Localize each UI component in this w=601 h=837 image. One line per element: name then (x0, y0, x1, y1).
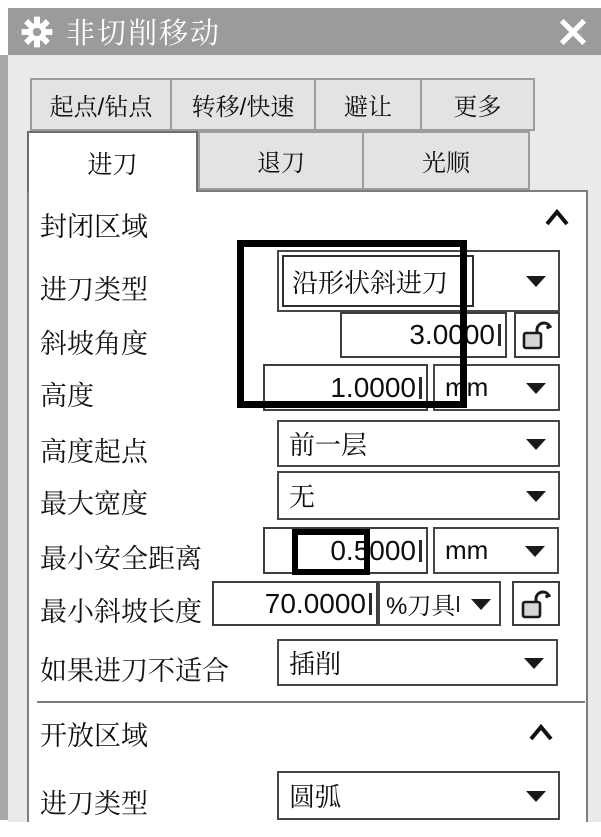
height-input[interactable] (263, 364, 428, 411)
tab-label: 更多 (453, 94, 502, 121)
tab-label: 光顺 (422, 150, 470, 177)
min-clearance-unit-combo[interactable] (433, 527, 559, 574)
dropdown-arrow-icon (526, 383, 546, 394)
tab-avoidance[interactable] (314, 78, 422, 131)
tab-label: 退刀 (257, 150, 305, 177)
tab-retract[interactable] (198, 131, 364, 190)
ramp-angle-input[interactable] (340, 312, 507, 358)
closed-area-collapse-chevron-icon[interactable] (544, 209, 570, 227)
min-ramp-length-lock-button[interactable] (512, 581, 560, 626)
height-value: 1.0000 (330, 371, 416, 403)
min-clearance-label: 最小安全距离 (40, 544, 202, 574)
min-clearance-value: 0.5000 (330, 534, 416, 566)
max-width-combo[interactable] (277, 471, 560, 520)
max-width-label: 最大宽度 (40, 489, 148, 519)
dropdown-arrow-icon (526, 276, 546, 287)
open-area-header: 开放区域 (40, 721, 148, 751)
min-clearance-unit-value: mm (445, 535, 489, 565)
tab-transfer-rapid[interactable] (170, 78, 316, 131)
tab-label: 转移/快速 (191, 94, 295, 121)
clipped-digit (369, 593, 372, 615)
clipped-char (457, 596, 459, 612)
min-ramp-length-input[interactable] (212, 581, 378, 626)
min-ramp-length-unit-combo[interactable] (378, 581, 501, 626)
engage-type-label: 进刀类型 (40, 275, 148, 305)
close-button[interactable] (555, 15, 591, 49)
ramp-angle-label: 斜坡角度 (40, 329, 148, 359)
title-bar (8, 8, 601, 55)
height-from-label: 高度起点 (40, 437, 148, 467)
clipped-digit (419, 377, 422, 399)
if-engage-unfit-label: 如果进刀不适合 (40, 656, 229, 686)
if-engage-unfit-value: 插削 (289, 649, 342, 679)
min-ramp-length-unit-value: %刀具 (386, 593, 456, 620)
dropdown-arrow-icon (526, 491, 546, 502)
section-separator (37, 701, 585, 703)
gear-icon (21, 16, 53, 48)
if-engage-unfit-combo[interactable] (277, 639, 558, 686)
height-from-combo[interactable] (277, 420, 560, 467)
min-ramp-length-label: 最小斜坡长度 (40, 597, 202, 627)
clipped-digit (419, 540, 422, 562)
dropdown-arrow-icon (524, 658, 544, 669)
engage-type-value: 沿形状斜进刀 (292, 267, 449, 298)
tab-more[interactable] (420, 78, 535, 131)
unlock-icon (519, 587, 553, 621)
tab-smoothing[interactable] (362, 131, 530, 190)
dropdown-arrow-icon (471, 599, 491, 610)
ramp-angle-value: 3.0000 (409, 319, 495, 350)
dropdown-arrow-icon (525, 546, 545, 557)
tab-engage-active[interactable] (27, 131, 198, 192)
open-area-collapse-chevron-icon[interactable] (528, 724, 554, 742)
close-icon (558, 17, 588, 47)
height-unit-value: mm (445, 372, 489, 402)
engage-type-combo[interactable] (277, 250, 560, 312)
min-ramp-length-value: 70.0000 (264, 587, 366, 619)
engage-type-selected-box (282, 255, 474, 307)
clipped-digit (498, 324, 501, 346)
max-width-value: 无 (289, 482, 316, 512)
open-engage-type-value: 圆弧 (289, 782, 342, 812)
unlock-icon (520, 318, 554, 352)
dropdown-arrow-icon (526, 791, 546, 802)
open-engage-type-label: 进刀类型 (40, 789, 148, 819)
open-engage-type-combo[interactable] (277, 771, 560, 820)
height-unit-combo[interactable] (433, 364, 560, 411)
min-clearance-input[interactable] (263, 527, 428, 574)
tab-start-drill-points[interactable] (30, 78, 172, 131)
dialog-left-edge (0, 55, 8, 820)
height-label: 高度 (40, 381, 94, 411)
tab-label: 避让 (344, 94, 392, 121)
height-from-value: 前一层 (289, 430, 368, 460)
closed-area-header: 封闭区域 (40, 212, 148, 242)
dialog-title: 非切削移动 (66, 18, 222, 50)
dropdown-arrow-icon (526, 439, 546, 450)
tab-label: 进刀 (87, 150, 138, 179)
ramp-angle-lock-button[interactable] (514, 312, 560, 358)
tab-label: 起点/钻点 (49, 94, 153, 121)
